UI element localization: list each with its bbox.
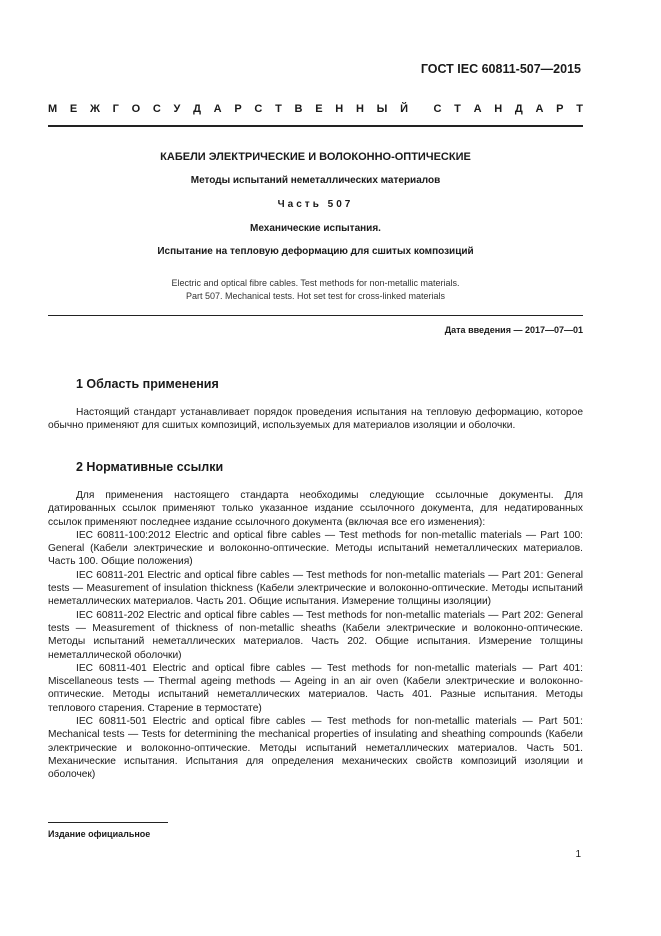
title-letter: Г [112, 103, 119, 115]
references-intro-paragraph: Для применения настоящего стандарта необходимы следующие ссылочные документы. Для датированных ссылок применяют только указанное издание ссылочного документа, для недатированных ссылок применяют последнее издание ссылочного документа (включая все его изменения): [48, 490, 583, 528]
title-letter: А [535, 103, 544, 115]
title-letter: А [473, 103, 482, 115]
footer-rule [48, 822, 168, 823]
title-letter: М [48, 103, 58, 115]
title-letter: Н [335, 103, 344, 115]
section-heading-scope: 1 Область применения [76, 377, 219, 391]
title-letter: У [173, 103, 181, 115]
hotset-subtitle: Испытание на тепловую деформацию для сшитых композиций [157, 246, 474, 257]
section-heading-references: 2 Нормативные ссылки [76, 460, 224, 474]
title-letter: С [152, 103, 161, 115]
title-letter: С [254, 103, 263, 115]
main-title: КАБЕЛИ ЭЛЕКТРИЧЕСКИЕ И ВОЛОКОННО-ОПТИЧЕСКИЕ [160, 151, 471, 163]
official-edition-label: Издание официальное [48, 829, 151, 839]
english-title [48, 277, 583, 303]
title-rule [48, 315, 583, 316]
title-letter: Е [315, 103, 323, 115]
title-letter: Т [454, 103, 461, 115]
title-letter: Ы [376, 103, 388, 115]
title-letter: Р [556, 103, 564, 115]
title-letter: Р [234, 103, 242, 115]
title-letter: Д [193, 103, 201, 115]
english-title-line: Electric and optical fibre cables. Test methods for non-metallic materials. [171, 278, 460, 288]
title-letter: Т [576, 103, 583, 115]
title-letter: А [213, 103, 222, 115]
title-letter: О [131, 103, 141, 115]
methods-subtitle: Методы испытаний неметаллических материалов [190, 175, 441, 186]
reference-entry: IEC 60811-201 Electric and optical fibre cables — Test methods for non-metallic materials — Part 201: General tests — Measurement of insulation thickness (Кабели электрические и волоконно-оптические. Методы испытаний неметаллических материалов. Часть 201. Общие испытания. Измерение толщины изоляции) [48, 569, 583, 608]
title-letter: Т [275, 103, 282, 115]
title-letter: С [433, 103, 442, 115]
scope-paragraph: Настоящий стандарт устанавливает порядок проведения испытания на тепловую деформацию, которое обычно применяют для сшитых композиций, используемых для материалов изоляции и оболочки. [48, 407, 583, 432]
title-letter: Ж [89, 103, 100, 115]
interstate-standard-title [48, 103, 583, 115]
mechanical-tests-subtitle: Механические испытания. [250, 223, 381, 234]
introduction-date: Дата введения — 2017—07—01 [444, 325, 583, 335]
title-letter: В [294, 103, 303, 115]
title-letter: Н [494, 103, 503, 115]
title-letter: Н [355, 103, 364, 115]
title-letter: Д [514, 103, 523, 115]
reference-entry: IEC 60811-100:2012 Electric and optical fibre cables — Test methods for non-metallic materials — Part 100: General (Кабели электрические и волоконно-оптические. Методы испытаний неметаллических материалов. Часть 100. Общие положения) [48, 529, 583, 568]
reference-entry: IEC 60811-501 Electric and optical fibre cables — Test methods for non-metallic materials — Part 501: Mechanical tests — Tests for determining the mechanical properties of insulating and sheathing compounds (Кабели электрические и волоконно-оптические. Методы испытаний неметаллических материалов. Часть 501. Механические испытания. Испытания для определения механических свойств композиций изоляции и оболочек) [48, 716, 583, 781]
reference-entry: IEC 60811-401 Electric and optical fibre cables — Test methods for non-metallic materials — Part 401: Miscellaneous tests — Thermal ageing methods — Ageing in an air oven (Кабели электрические и волоконно-оптические. Методы испытаний неметаллических материалов. Часть 401. Разные испытания. Методы теплового старения. Старение в термостате) [48, 662, 583, 714]
english-title-line: Part 507. Mechanical tests. Hot set test for cross-linked materials [185, 291, 446, 301]
document-code: ГОСТ IEC 60811-507—2015 [420, 62, 581, 76]
header-rule [48, 125, 583, 127]
title-letter: Й [400, 103, 409, 115]
part-number: Часть 507 [277, 199, 354, 210]
references-body [48, 489, 583, 782]
page-number: 1 [575, 849, 581, 860]
title-letter: Е [69, 103, 78, 115]
reference-entry: IEC 60811-202 Electric and optical fibre cables — Test methods for non-metallic materials — Part 202: General tests — Measurement of thickness of non-metallic sheaths (Кабели электрические и волоконно-оптические. Методы испытаний неметаллических материалов. Часть 202. Общие испытания. Измерение толщины неметаллической оболочки) [48, 609, 583, 661]
